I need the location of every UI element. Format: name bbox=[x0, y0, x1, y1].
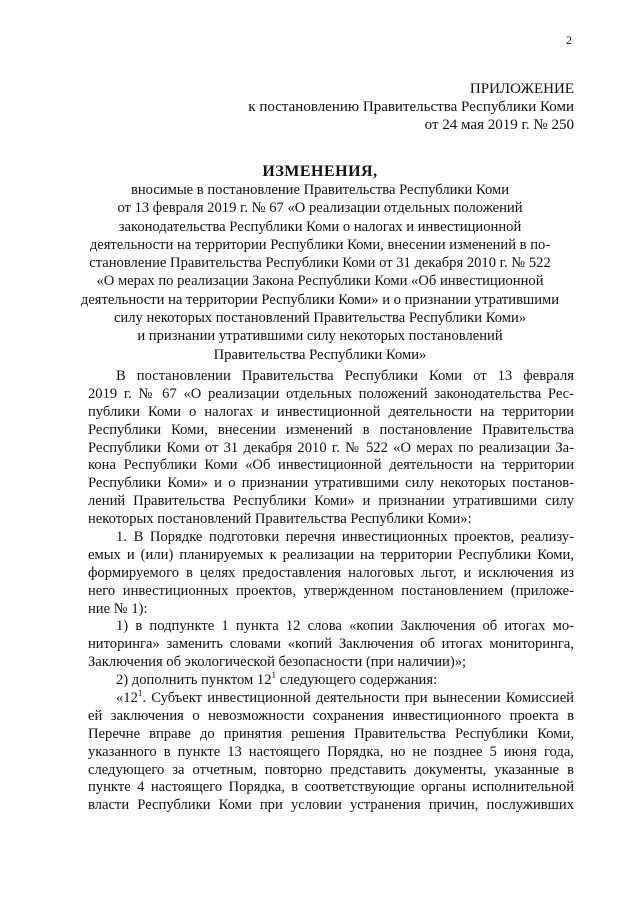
subtitle-line: деятельности на территории Республики Коми, внесении изменений в по- bbox=[89, 236, 551, 253]
appendix-label: ПРИЛОЖЕНИЕ bbox=[469, 81, 574, 97]
subtitle-line: вносимые в постановление Правительства Республики Коми bbox=[130, 182, 510, 198]
superscript: 1 bbox=[271, 670, 277, 681]
subtitle-line: законодательства Республики Коми о налогах и инвестиционной bbox=[118, 218, 522, 235]
body-line bbox=[88, 690, 574, 708]
body-line: 1) в подпункте 1 пункта 12 слова «копии Заключения об итогах мо- bbox=[116, 618, 574, 635]
body-line: Республики Коми» и о признании утратившими силу некоторых постанов- bbox=[88, 475, 574, 492]
appendix-date: от 24 мая 2019 г. № 250 bbox=[424, 117, 574, 133]
body-line: ние № 1): bbox=[88, 600, 148, 617]
subtitle-line: и признании утратившими силу некоторых постановлений bbox=[137, 328, 503, 345]
body-line: следующего за отчетным, повторно представить документы, указанные в bbox=[88, 761, 574, 778]
body-text-fragment: 2) дополнить пунктом 12 bbox=[116, 672, 272, 689]
body-line: 2019 г. № 67 «О реализации отдельных положений законодательства Рес- bbox=[88, 385, 574, 402]
body-line: Республики Коми, внесении изменений в постановление Правительства bbox=[88, 421, 574, 438]
body-line: Заключения об экологической безопасности (при наличии)»; bbox=[88, 654, 467, 671]
subtitle-line: «О мерах по реализации Закона Республики Коми «Об инвестиционной bbox=[96, 273, 544, 290]
body-line: ей заключения о невозможности сохранения инвестиционного проекта в bbox=[88, 707, 574, 724]
appendix-resolution-ref: к постановлению Правительства Республики Коми bbox=[248, 99, 574, 115]
title-block bbox=[40, 163, 600, 364]
body-line: ниторинга» заменить словами «копий Заключения об итогах мониторинга, bbox=[88, 636, 574, 653]
body-line: Республики Коми от 31 декабря 2010 г. № 522 «О мерах по реализации За- bbox=[88, 439, 574, 456]
body-line: некоторых постановлений Правительства Республики Коми»: bbox=[88, 511, 472, 528]
appendix-header bbox=[248, 80, 574, 134]
subtitle-line: деятельности на территории Республики Коми» и о признании утратившими bbox=[80, 291, 560, 308]
body-text-fragment: «12 bbox=[116, 690, 138, 707]
body-text bbox=[88, 368, 574, 815]
subtitle-line: силу некоторых постановлений Правительства Республики Коми» bbox=[113, 310, 527, 327]
subtitle-line: от 13 февраля 2019 г. № 67 «О реализации отдельных положений bbox=[117, 200, 523, 217]
body-line: пункте 4 настоящего Порядка, в соответствующие органы исполнительной bbox=[88, 779, 574, 796]
body-line: формируемого в целях предоставления налоговых льгот, и исключения из bbox=[88, 564, 574, 581]
body-line: лений Правительства Республики Коми» и признании утратившими силу bbox=[88, 493, 574, 510]
body-line: кона Республики Коми «Об инвестиционной деятельности на территории bbox=[88, 457, 574, 474]
body-line: него инвестиционных проектов, утвержденном постановлением (приложе- bbox=[88, 582, 574, 599]
body-line: емых и (или) планируемых к реализации на территории Республики Коми, bbox=[88, 546, 574, 563]
body-line: публики Коми о налогах и инвестиционной деятельности на территории bbox=[88, 403, 574, 420]
superscript: 1 bbox=[137, 688, 143, 699]
subtitle-line: становление Правительства Республики Коми от 31 декабря 2010 г. № 522 bbox=[89, 255, 551, 272]
subtitle-line: Правительства Республики Коми» bbox=[213, 346, 427, 363]
body-line: Перечне вправе до принятия решения Правительства Республики Коми, bbox=[88, 725, 574, 742]
document-title: ИЗМЕНЕНИЯ, bbox=[262, 163, 378, 180]
body-line: власти Республики Коми при условии устранения причин, послуживших bbox=[88, 797, 574, 814]
body-text-fragment: . Субъект инвестиционной деятельности при вынесении Комиссией bbox=[142, 690, 574, 707]
body-line: 1. В Порядке подготовки перечня инвестиционных проектов, реализу- bbox=[116, 529, 574, 546]
body-text-fragment: следующего содержания: bbox=[276, 672, 438, 689]
body-line bbox=[88, 672, 574, 690]
page-number: 2 bbox=[566, 33, 572, 47]
body-line: В постановлении Правительства Республики Коми от 13 февраля bbox=[116, 368, 574, 384]
body-line: указанного в пункте 13 настоящего Порядка, но не позднее 5 июня года, bbox=[88, 743, 574, 760]
